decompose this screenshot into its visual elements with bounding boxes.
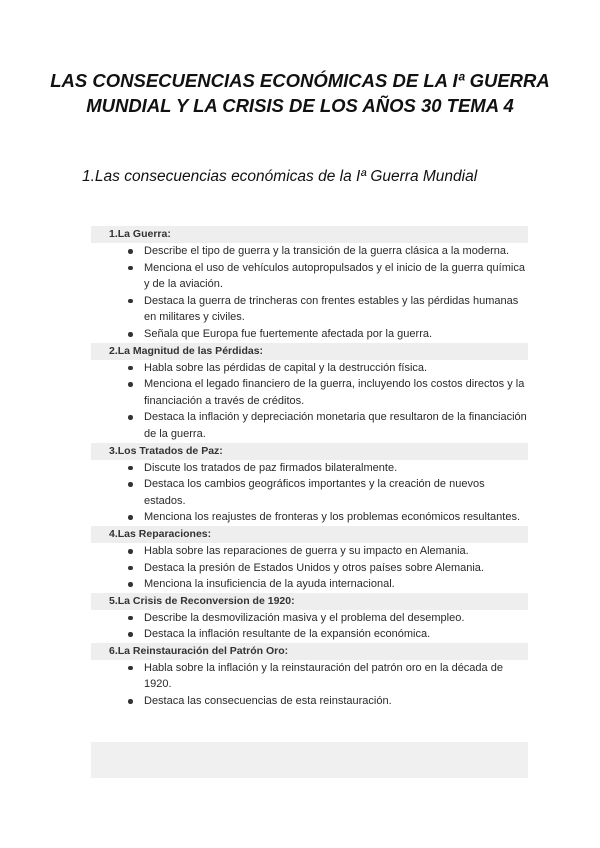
list-item [127, 610, 528, 627]
bullet-text: Habla sobre la inflación y la reinstauración del patrón oro en la década de 1920. [144, 661, 503, 691]
bullet-icon [128, 666, 133, 671]
bullet-text: Describe la desmovilización masiva y el problema del desempleo. [144, 611, 465, 624]
bullet-text: Destaca la inflación y depreciación monetaria que resultaron de la financiación de la guerra. [144, 411, 527, 440]
bullet-icon [128, 632, 133, 637]
topic-heading: 6.La Reinstauración del Patrón Oro: [91, 643, 528, 660]
list-item [127, 293, 528, 326]
list-item [127, 560, 528, 577]
list-item [127, 693, 528, 710]
bullet-text: Destaca la guerra de trincheras con frentes estables y las pérdidas humanas en militares y civiles. [144, 294, 519, 324]
topic-block [91, 643, 528, 710]
bullet-icon [128, 466, 133, 471]
topic-list [91, 226, 528, 710]
topic-block [91, 593, 528, 643]
bullet-icon [128, 382, 133, 387]
list-item [127, 243, 528, 260]
bullet-text: Señala que Europa fue fuertemente afectada por la guerra. [144, 327, 433, 340]
bullet-text: Describe el tipo de guerra y la transición de la guerra clásica a la moderna. [144, 245, 510, 257]
bullet-text: Destaca la inflación resultante de la expansión económica. [144, 628, 431, 641]
topic-block [91, 443, 528, 526]
topic-block [91, 226, 528, 343]
bullet-text: Destaca los cambios geográficos importantes y la creación de nuevos estados. [144, 478, 485, 507]
bullet-icon [128, 415, 133, 420]
bullet-icon [128, 299, 133, 304]
list-item [127, 360, 528, 377]
bullet-text: Habla sobre las pérdidas de capital y la destrucción física. [144, 361, 428, 374]
bullet-text: Menciona los reajustes de fronteras y los problemas económicos resultantes. [144, 511, 521, 524]
list-item [127, 326, 528, 343]
topic-heading: 3.Los Tratados de Paz: [91, 443, 528, 460]
bullet-text: Destaca la presión de Estados Unidos y otros países sobre Alemania. [144, 561, 484, 574]
bullet-icon [128, 549, 133, 554]
panel-footer [91, 742, 528, 778]
topic-block [91, 526, 528, 593]
summary-panel [91, 226, 528, 778]
bullet-icon [128, 582, 133, 587]
topic-heading: 5.La Crisis de Reconversion de 1920: [91, 593, 528, 610]
bullet-list [91, 243, 528, 343]
topic-heading: 4.Las Reparaciones: [91, 526, 528, 543]
document-title: LAS CONSECUENCIAS ECONÓMICAS DE LA Iª GUERRA MUNDIAL Y LA CRISIS DE LOS AÑOS 30 TEMA 4 [50, 70, 550, 116]
bullet-list [91, 610, 528, 643]
list-item [127, 626, 528, 643]
list-item [127, 660, 528, 693]
list-item [127, 543, 528, 560]
bullet-list [91, 460, 528, 526]
bullet-icon [128, 566, 133, 571]
list-item [127, 376, 528, 409]
bullet-text: Menciona el uso de vehículos autopropulsados y el inicio de la guerra química y de la aviación. [144, 261, 525, 291]
bullet-icon [128, 482, 133, 487]
bullet-list [91, 660, 528, 710]
bullet-icon [128, 515, 133, 520]
topic-block [91, 343, 528, 443]
bullet-icon [128, 616, 133, 621]
list-item [127, 409, 528, 442]
bullet-icon [128, 266, 133, 271]
bullet-list [91, 360, 528, 443]
bullet-list [91, 543, 528, 593]
bullet-text: Menciona el legado financiero de la guerra, incluyendo los costos directos y la financiación a través de créditos. [144, 378, 525, 407]
topic-heading: 1.La Guerra: [91, 226, 528, 243]
bullet-text: Habla sobre las reparaciones de guerra y su impacto en Alemania. [144, 544, 469, 557]
bullet-text: Destaca las consecuencias de esta reinstauración. [144, 695, 392, 708]
list-item [127, 509, 528, 526]
bullet-text: Menciona la insuficiencia de la ayuda internacional. [144, 578, 395, 591]
list-item [127, 476, 528, 509]
bullet-icon [128, 699, 133, 704]
list-item [127, 576, 528, 593]
list-item [127, 260, 528, 293]
bullet-text: Discute los tratados de paz firmados bilateralmente. [144, 461, 398, 474]
section-heading: 1.Las consecuencias económicas de la Iª Guerra Mundial [82, 168, 478, 185]
bullet-icon [128, 332, 133, 337]
list-item [127, 460, 528, 477]
topic-heading: 2.La Magnitud de las Pérdidas: [91, 343, 528, 360]
bullet-icon [128, 366, 133, 371]
bullet-icon [128, 249, 133, 254]
